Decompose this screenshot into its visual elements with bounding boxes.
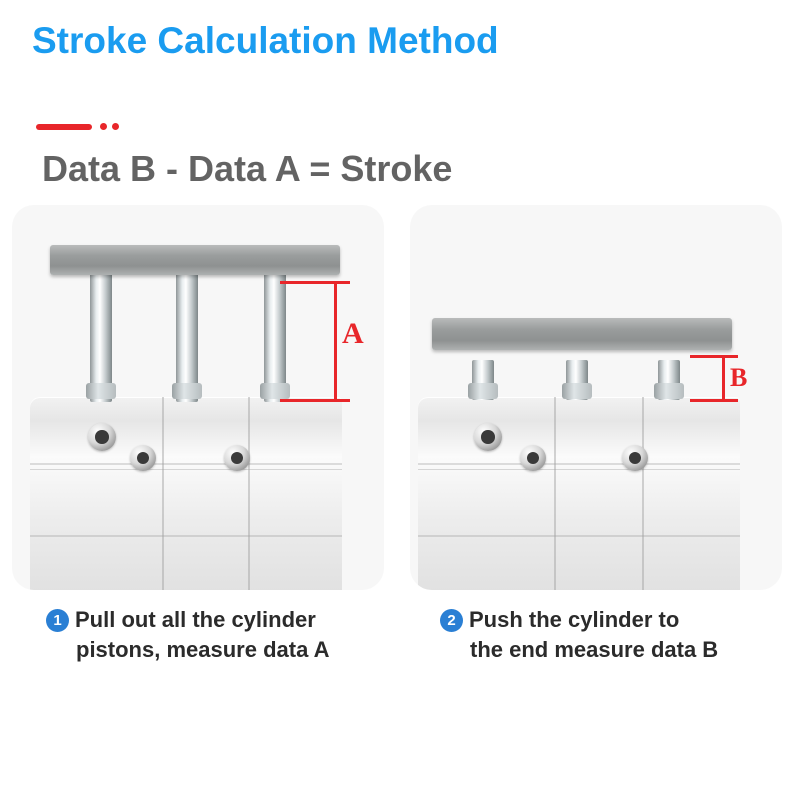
rod-collar: [468, 383, 498, 399]
guide-rod: [264, 267, 286, 402]
rod-collar: [654, 383, 684, 399]
formula-text: Data B - Data A = Stroke: [42, 148, 453, 189]
step-number-1: 1: [46, 609, 69, 632]
cylinder-port: [88, 423, 116, 451]
rod-collar: [172, 383, 202, 399]
caption-step-1-line1: Pull out all the cylinder: [75, 607, 316, 632]
measure-vertical: [722, 355, 725, 402]
caption-step-2-line1: Push the cylinder to: [469, 607, 680, 632]
panel-step-2: [410, 205, 782, 590]
accent-bar: [36, 124, 92, 130]
cylinder-port: [622, 445, 648, 471]
cylinder-body-left: [30, 397, 342, 590]
page-title: Stroke Calculation Method: [32, 20, 499, 61]
caption-step-1: [46, 605, 406, 665]
body-groove: [418, 535, 740, 537]
measure-tick-bottom: [690, 399, 738, 402]
cylinder-port: [474, 423, 502, 451]
measure-vertical: [334, 281, 337, 402]
measure-tick-top: [690, 355, 738, 358]
guide-rod: [90, 267, 112, 402]
panel-step-1: [12, 205, 384, 590]
body-seam: [162, 397, 164, 590]
cylinder-body-right: [418, 397, 740, 590]
measure-tick-top: [280, 281, 350, 284]
caption-step-2: [440, 605, 800, 665]
caption-step-1-line2: pistons, measure data A: [76, 637, 330, 662]
measure-label-a: A: [342, 317, 364, 350]
cylinder-port: [130, 445, 156, 471]
rod-collar: [562, 383, 592, 399]
rod-collar: [86, 383, 116, 399]
accent-dot-2: [112, 123, 119, 130]
caption-step-2-line2: the end measure data B: [470, 637, 719, 662]
cylinder-port: [224, 445, 250, 471]
body-seam: [642, 397, 644, 590]
cylinder-port: [520, 445, 546, 471]
measure-label-b: B: [730, 363, 748, 392]
step-number-2: 2: [440, 609, 463, 632]
top-mounting-plate: [432, 318, 732, 350]
body-groove: [30, 535, 342, 537]
body-seam: [554, 397, 556, 590]
accent-dot-1: [100, 123, 107, 130]
measure-tick-bottom: [280, 399, 350, 402]
top-mounting-plate: [50, 245, 340, 275]
accent-decoration: [36, 122, 126, 132]
rod-collar: [260, 383, 290, 399]
body-groove: [30, 463, 342, 465]
body-seam: [248, 397, 250, 590]
piston-rod: [176, 267, 198, 402]
body-groove: [418, 463, 740, 465]
